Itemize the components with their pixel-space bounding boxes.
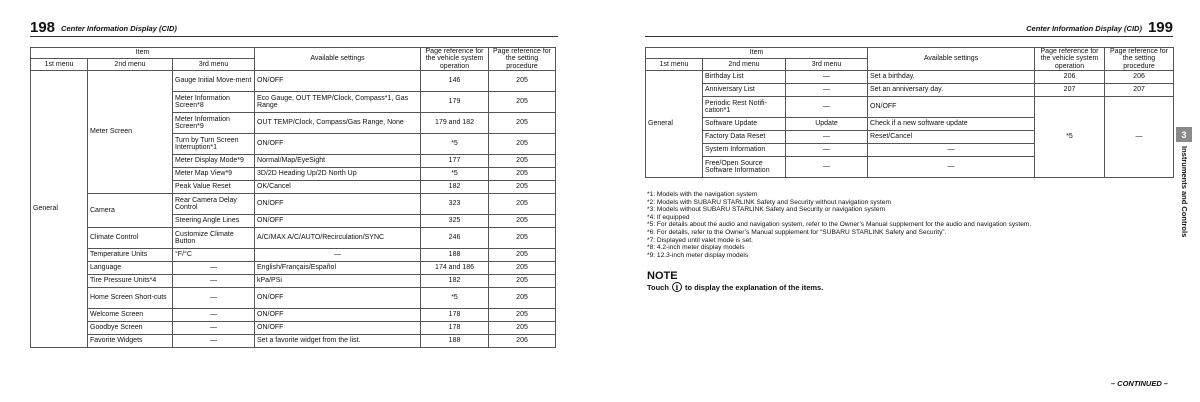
- cell-2nd-menu: Tire Pressure Units*4: [88, 275, 173, 288]
- page-header: [30, 19, 558, 37]
- settings-table: [645, 47, 1174, 178]
- right-page: [600, 0, 1200, 402]
- menu-meter-screen: Meter Screen: [88, 71, 173, 194]
- table-row: [31, 288, 556, 309]
- cell-3rd-menu: Turn by Turn Screen Interruption*1: [173, 134, 255, 155]
- cell-3rd-menu: —: [173, 322, 255, 335]
- cell-3rd-menu: —: [173, 275, 255, 288]
- cell-2nd-menu: Anniversary List: [703, 84, 786, 97]
- cell-ref-vehicle: 178: [421, 309, 489, 322]
- footnote: *6: For details, refer to the Owner’s Manual supplement for “SUBARU STARLINK Safety and Security”.: [647, 228, 947, 236]
- cell-ref-vehicle: 177: [421, 155, 489, 168]
- col-item: Item: [646, 48, 868, 59]
- cell-2nd-menu: Birthday List: [703, 71, 786, 84]
- footnotes: [647, 191, 1167, 259]
- cell-ref-vehicle: 174 and 186: [421, 262, 489, 275]
- chapter-tab: 3: [1176, 127, 1192, 142]
- cell-ref-setting: 206: [1105, 71, 1174, 84]
- cell-ref-vehicle: 179: [421, 92, 489, 113]
- cell-settings: Set a birthday.: [868, 71, 1035, 84]
- cell-settings: Normal/Map/EyeSight: [255, 155, 421, 168]
- table-row: [646, 71, 1174, 84]
- cell-ref-setting: —: [1105, 97, 1174, 178]
- cell-ref-setting: 205: [489, 262, 556, 275]
- col-ref-vehicle: Page reference for the vehicle system operation: [421, 48, 489, 71]
- note-text: [647, 282, 823, 292]
- cell-ref-vehicle: 182: [421, 181, 489, 194]
- cell-2nd-menu: Home Screen Short-cuts: [88, 288, 173, 309]
- cell-2nd-menu: Periodic Rest Notifi-cation*1: [703, 97, 786, 118]
- cell-settings: OUT TEMP/Clock, Compass/Gas Range, None: [255, 113, 421, 134]
- continued-label: – CONTINUED –: [1110, 379, 1168, 388]
- cell-settings: ON/OFF: [255, 71, 421, 92]
- cell-settings: —: [868, 157, 1035, 178]
- cell-2nd-menu: Favorite Widgets: [88, 335, 173, 348]
- footnote: *7: Displayed until valet mode is set.: [647, 236, 753, 244]
- cell-settings: English/Français/Español: [255, 262, 421, 275]
- menu-general: General: [646, 71, 703, 178]
- table-row: [31, 309, 556, 322]
- table-row: [31, 228, 556, 249]
- col-menu1: 1st menu: [646, 59, 703, 71]
- footnote: *5: For details about the audio and navigation system, refer to the Owner’s Manual supplement for the audio and navigation system.: [647, 221, 1032, 229]
- cell-3rd-menu: —: [786, 84, 868, 97]
- cell-ref-setting: 205: [489, 309, 556, 322]
- cell-ref-vehicle: 207: [1035, 84, 1105, 97]
- page-number: 198: [30, 19, 56, 36]
- cell-ref-vehicle: *5: [421, 134, 489, 155]
- cell-ref-setting: 205: [489, 155, 556, 168]
- cell-settings: Reset/Cancel: [868, 131, 1035, 144]
- cell-2nd-menu: Temperature Units: [88, 249, 173, 262]
- cell-3rd-menu: Meter Map View*9: [173, 168, 255, 181]
- cell-ref-vehicle: 188: [421, 335, 489, 348]
- cell-ref-vehicle: 206: [1035, 71, 1105, 84]
- cell-settings: —: [255, 249, 421, 262]
- col-menu2: 2nd menu: [88, 59, 173, 71]
- cell-ref-setting: 205: [489, 228, 556, 249]
- chapter-title: Instruments and Controls: [1180, 146, 1189, 238]
- footnote: *4: If equipped: [647, 213, 690, 221]
- cell-2nd-menu: Climate Control: [88, 228, 173, 249]
- settings-table: [30, 47, 556, 348]
- cell-ref-vehicle: 325: [421, 215, 489, 228]
- cell-ref-vehicle: 146: [421, 71, 489, 92]
- cell-settings: ON/OFF: [255, 288, 421, 309]
- cell-3rd-menu: Rear Camera Delay Control: [173, 194, 255, 215]
- cell-3rd-menu: Peak Value Reset: [173, 181, 255, 194]
- cell-3rd-menu: —: [786, 131, 868, 144]
- cell-ref-vehicle: 323: [421, 194, 489, 215]
- footnote: *2: Models with SUBARU STARLINK Safety and Security without navigation system: [647, 198, 891, 206]
- cell-settings: ON/OFF: [255, 134, 421, 155]
- cell-settings: —: [868, 144, 1035, 157]
- table-row: [646, 97, 1174, 118]
- cell-settings: A/C/MAX A/C/AUTO/Recirculation/SYNC: [255, 228, 421, 249]
- cell-ref-vehicle: 178: [421, 322, 489, 335]
- cell-settings: ON/OFF: [868, 97, 1035, 118]
- cell-ref-vehicle: 188: [421, 249, 489, 262]
- cell-ref-setting: 205: [489, 181, 556, 194]
- cell-3rd-menu: °F/°C: [173, 249, 255, 262]
- cell-3rd-menu: Gauge Initial Move-ment: [173, 71, 255, 92]
- cell-ref-vehicle: 179 and 182: [421, 113, 489, 134]
- note-text-before: Touch: [647, 282, 669, 292]
- page-number: 199: [1147, 19, 1173, 36]
- footnote: *3: Models without SUBARU STARLINK Safety and Security or navigation system: [647, 206, 886, 214]
- cell-3rd-menu: —: [786, 157, 868, 178]
- footnote: *1: Models with the navigation system: [647, 191, 758, 198]
- cell-2nd-menu: Factory Data Reset: [703, 131, 786, 144]
- cell-settings: 3D/2D Heading Up/2D North Up: [255, 168, 421, 181]
- cell-settings: kPa/PSi: [255, 275, 421, 288]
- cell-3rd-menu: —: [786, 144, 868, 157]
- cell-ref-setting: 206: [489, 335, 556, 348]
- col-item: Item: [31, 48, 255, 59]
- col-ref-setting: Page reference for the setting procedure: [489, 48, 556, 71]
- cell-3rd-menu: —: [173, 262, 255, 275]
- cell-ref-vehicle: 246: [421, 228, 489, 249]
- cell-ref-setting: 205: [489, 275, 556, 288]
- cell-settings: Eco Gauge, OUT TEMP/Clock, Compass*1, Gas Range: [255, 92, 421, 113]
- cell-3rd-menu: —: [173, 309, 255, 322]
- cell-2nd-menu: Language: [88, 262, 173, 275]
- col-menu3: 3rd menu: [786, 59, 868, 71]
- col-settings: Available settings: [868, 48, 1035, 71]
- cell-settings: Check if a new software update: [868, 118, 1035, 131]
- header-title: Center Information Display (CID): [1026, 24, 1142, 33]
- cell-ref-setting: 205: [489, 71, 556, 92]
- table-row: [31, 275, 556, 288]
- cell-2nd-menu: Software Update: [703, 118, 786, 131]
- col-settings: Available settings: [255, 48, 421, 71]
- cell-3rd-menu: Meter Information Screen*8: [173, 92, 255, 113]
- cell-settings: ON/OFF: [255, 309, 421, 322]
- cell-ref-vehicle: *5: [421, 168, 489, 181]
- cell-settings: OK/Cancel: [255, 181, 421, 194]
- col-menu3: 3rd menu: [173, 59, 255, 71]
- col-menu1: 1st menu: [31, 59, 88, 71]
- table-row: [31, 249, 556, 262]
- cell-3rd-menu: Customize Climate Button: [173, 228, 255, 249]
- cell-ref-setting: 205: [489, 215, 556, 228]
- footnote: *8: 4.2-inch meter display models: [647, 244, 745, 252]
- cell-settings: Set an anniversary day.: [868, 84, 1035, 97]
- col-ref-setting: Page reference for the setting procedure: [1105, 48, 1174, 71]
- table-row: [31, 194, 556, 215]
- cell-ref-setting: 205: [489, 249, 556, 262]
- menu-general: General: [31, 71, 88, 348]
- cell-3rd-menu: —: [786, 71, 868, 84]
- cell-ref-setting: 205: [489, 113, 556, 134]
- cell-2nd-menu: Free/Open Source Software Information: [703, 157, 786, 178]
- cell-3rd-menu: Meter Information Screen*9: [173, 113, 255, 134]
- cell-3rd-menu: —: [173, 288, 255, 309]
- page-header: [645, 19, 1173, 37]
- cell-ref-vehicle: *5: [421, 288, 489, 309]
- note-text-after: to display the explanation of the items.: [684, 282, 824, 292]
- cell-2nd-menu: System Information: [703, 144, 786, 157]
- cell-ref-setting: 205: [489, 322, 556, 335]
- cell-settings: Set a favorite widget from the list.: [255, 335, 421, 348]
- cell-settings: ON/OFF: [255, 194, 421, 215]
- cell-ref-setting: 205: [489, 288, 556, 309]
- col-menu2: 2nd menu: [703, 59, 786, 71]
- cell-ref-setting: 205: [489, 92, 556, 113]
- cell-3rd-menu: Update: [786, 118, 868, 131]
- cell-ref-setting: 205: [489, 194, 556, 215]
- footnote: *9: 12.3-inch meter display models: [647, 251, 749, 259]
- table-row: [31, 335, 556, 348]
- col-ref-vehicle: Page reference for the vehicle system operation: [1035, 48, 1105, 71]
- cell-3rd-menu: —: [173, 335, 255, 348]
- cell-3rd-menu: Steering Angle Lines: [173, 215, 255, 228]
- cell-settings: ON/OFF: [255, 215, 421, 228]
- cell-3rd-menu: —: [786, 97, 868, 118]
- table-row: [31, 71, 556, 92]
- cell-settings: ON/OFF: [255, 322, 421, 335]
- cell-2nd-menu: Goodbye Screen: [88, 322, 173, 335]
- cell-ref-setting: 205: [489, 168, 556, 181]
- cell-ref-setting: 207: [1105, 84, 1174, 97]
- cell-ref-setting: 205: [489, 134, 556, 155]
- info-icon: i: [672, 282, 682, 292]
- cell-ref-vehicle: 182: [421, 275, 489, 288]
- header-title: Center Information Display (CID): [61, 24, 177, 33]
- table-row: [646, 84, 1174, 97]
- table-row: [31, 322, 556, 335]
- cell-2nd-menu: Welcome Screen: [88, 309, 173, 322]
- menu-camera: Camera: [88, 194, 173, 228]
- cell-3rd-menu: Meter Display Mode*9: [173, 155, 255, 168]
- cell-ref-vehicle: *5: [1035, 97, 1105, 178]
- table-row: [31, 262, 556, 275]
- note-heading: NOTE: [647, 270, 678, 282]
